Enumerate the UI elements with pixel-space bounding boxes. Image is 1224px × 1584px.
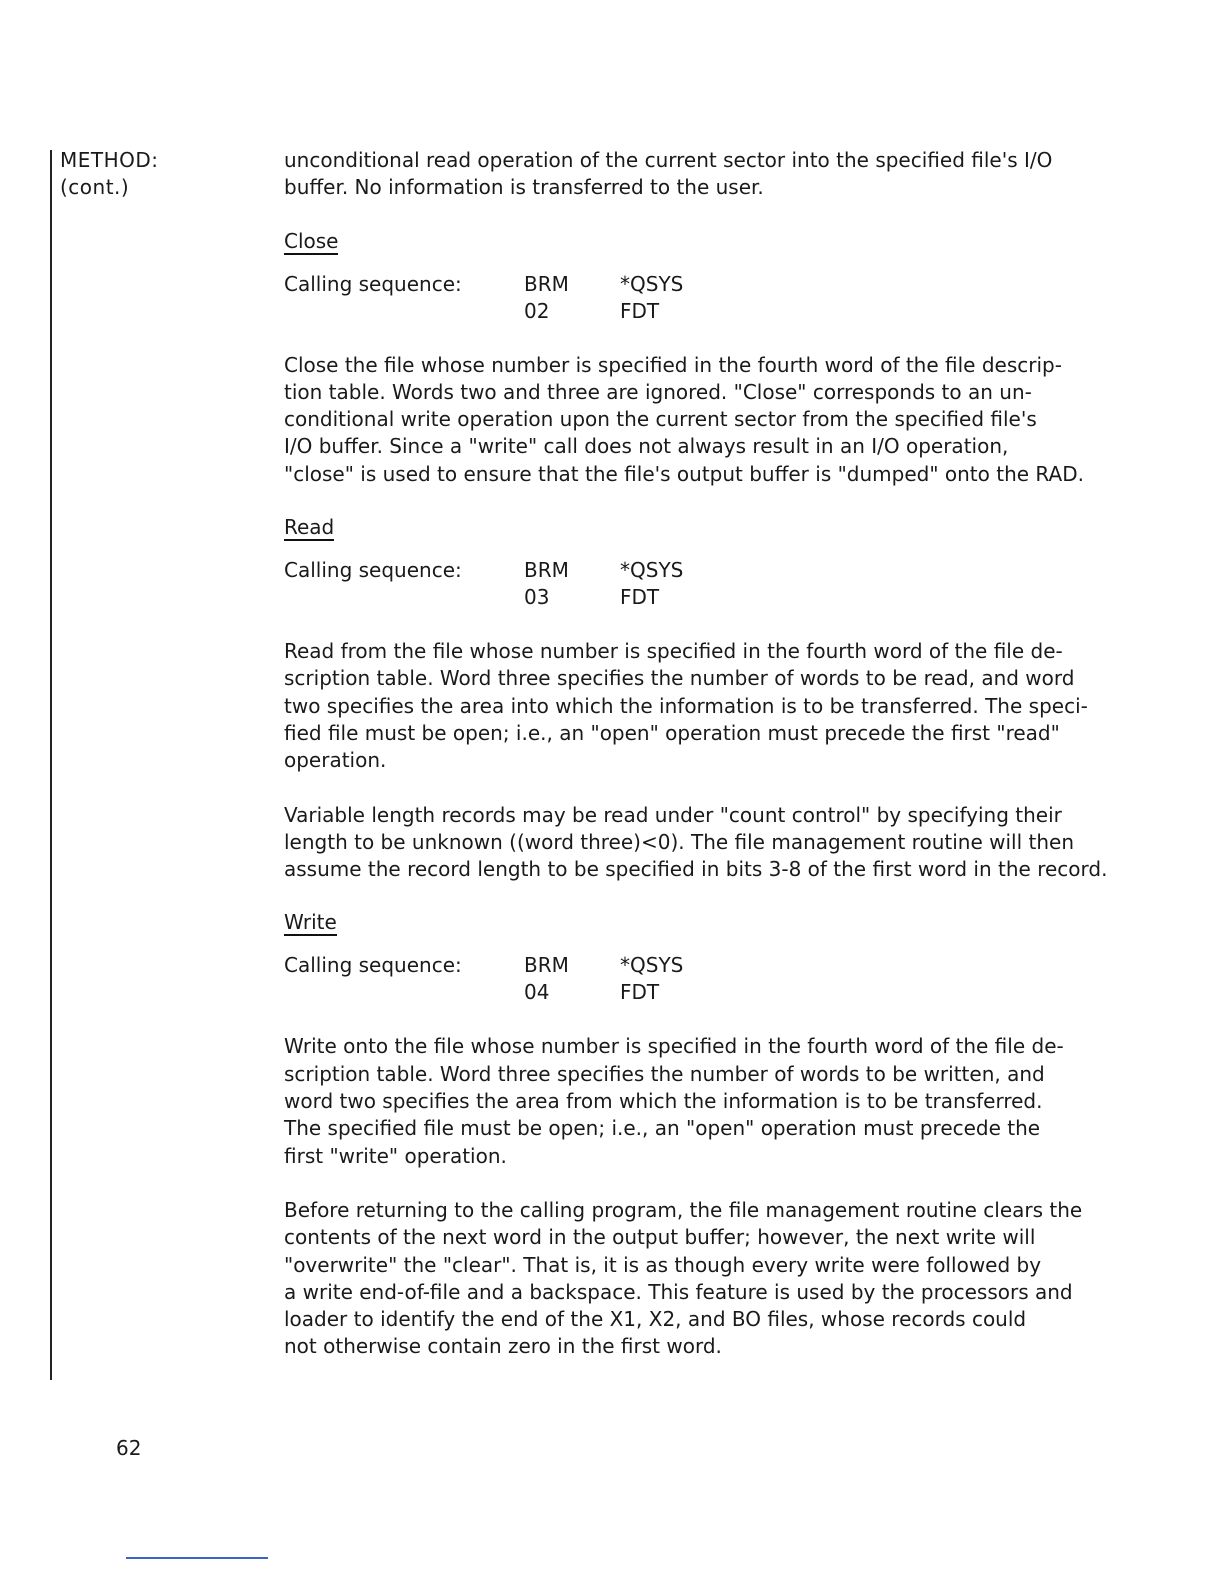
text-line: scription table. Word three specifies the number of words to be read, and word — [284, 666, 1075, 691]
section-heading: Read — [284, 515, 335, 540]
function-operand: FDT — [620, 585, 660, 610]
intro-paragraph — [284, 147, 1164, 202]
text-line: first "write" operation. — [284, 1143, 507, 1168]
section-close — [284, 229, 1164, 488]
paragraph — [284, 352, 1164, 488]
text-line: fied file must be open; i.e., an "open" operation must precede the first "read" — [284, 720, 1060, 745]
function-code: 04 — [524, 980, 550, 1005]
text-line: buffer. No information is transferred to the user. — [284, 175, 764, 200]
calling-sequence — [284, 557, 1164, 611]
text-line: I/O buffer. Since a "write" call does not always result in an I/O operation, — [284, 434, 1009, 459]
text-line: unconditional read operation of the current sector into the specified file's I/O — [284, 148, 1053, 172]
text-line: length to be unknown ((word three)<0). The file management routine will then — [284, 829, 1074, 854]
paragraph — [284, 802, 1164, 884]
footer-rule — [126, 1557, 268, 1559]
method-label — [60, 147, 159, 201]
opcode: BRM — [524, 953, 569, 978]
text-line: conditional write operation upon the current sector from the specified file's — [284, 407, 1037, 432]
section-read — [284, 515, 1164, 883]
text-line: tion table. Words two and three are ignored. "Close" corresponds to an un- — [284, 379, 1032, 404]
opcode: BRM — [524, 271, 569, 296]
function-operand: FDT — [620, 298, 660, 323]
text-line: "overwrite" the "clear". That is, it is as though every write were followed by — [284, 1252, 1042, 1277]
text-line: "close" is used to ensure that the file's output buffer is "dumped" onto the RAD. — [284, 461, 1084, 486]
page-number: 62 — [116, 1436, 142, 1460]
text-line: two specifies the area into which the information is to be transferred. The speci- — [284, 693, 1088, 718]
calling-sequence-label: Calling sequence: — [284, 558, 462, 583]
calling-sequence — [284, 271, 1164, 325]
margin-change-bar — [50, 150, 52, 1380]
operand: *QSYS — [620, 271, 684, 296]
text-line: assume the record length to be specified in bits 3-8 of the first word in the record. — [284, 857, 1108, 882]
function-code: 02 — [524, 298, 550, 323]
method-label-line: METHOD: — [60, 148, 159, 172]
opcode: BRM — [524, 558, 569, 583]
text-line: a write end-of-file and a backspace. This feature is used by the processors and — [284, 1279, 1073, 1304]
text-line: word two specifies the area from which the information is to be transferred. — [284, 1089, 1043, 1114]
text-line: contents of the next word in the output buffer; however, the next write will — [284, 1225, 1036, 1250]
calling-sequence-label: Calling sequence: — [284, 271, 462, 296]
text-line: Before returning to the calling program, the file management routine clears the — [284, 1197, 1083, 1222]
text-line: not otherwise contain zero in the first word. — [284, 1334, 722, 1359]
text-line: Write onto the file whose number is specified in the fourth word of the file de- — [284, 1034, 1064, 1059]
text-line: Variable length records may be read under "count control" by specifying their — [284, 802, 1062, 827]
calling-sequence-label: Calling sequence: — [284, 953, 462, 978]
calling-sequence — [284, 952, 1164, 1006]
text-line: loader to identify the end of the X1, X2, and BO files, whose records could — [284, 1307, 1027, 1332]
text-line: The specified file must be open; i.e., an "open" operation must precede the — [284, 1116, 1041, 1141]
page-body — [284, 147, 1164, 1388]
section-heading: Close — [284, 228, 339, 253]
paragraph — [284, 1033, 1164, 1169]
paragraph — [284, 638, 1164, 774]
text-line: operation. — [284, 748, 387, 773]
section-write — [284, 910, 1164, 1360]
function-code: 03 — [524, 585, 550, 610]
text-line: scription table. Word three specifies the number of words to be written, and — [284, 1061, 1045, 1086]
function-operand: FDT — [620, 980, 660, 1005]
paragraph — [284, 1197, 1164, 1361]
text-line: Read from the file whose number is specified in the fourth word of the file de- — [284, 639, 1063, 664]
section-heading: Write — [284, 910, 337, 935]
method-cont-line: (cont.) — [60, 175, 130, 199]
text-line: Close the file whose number is specified in the fourth word of the file descrip- — [284, 352, 1062, 377]
operand: *QSYS — [620, 558, 684, 583]
operand: *QSYS — [620, 953, 684, 978]
